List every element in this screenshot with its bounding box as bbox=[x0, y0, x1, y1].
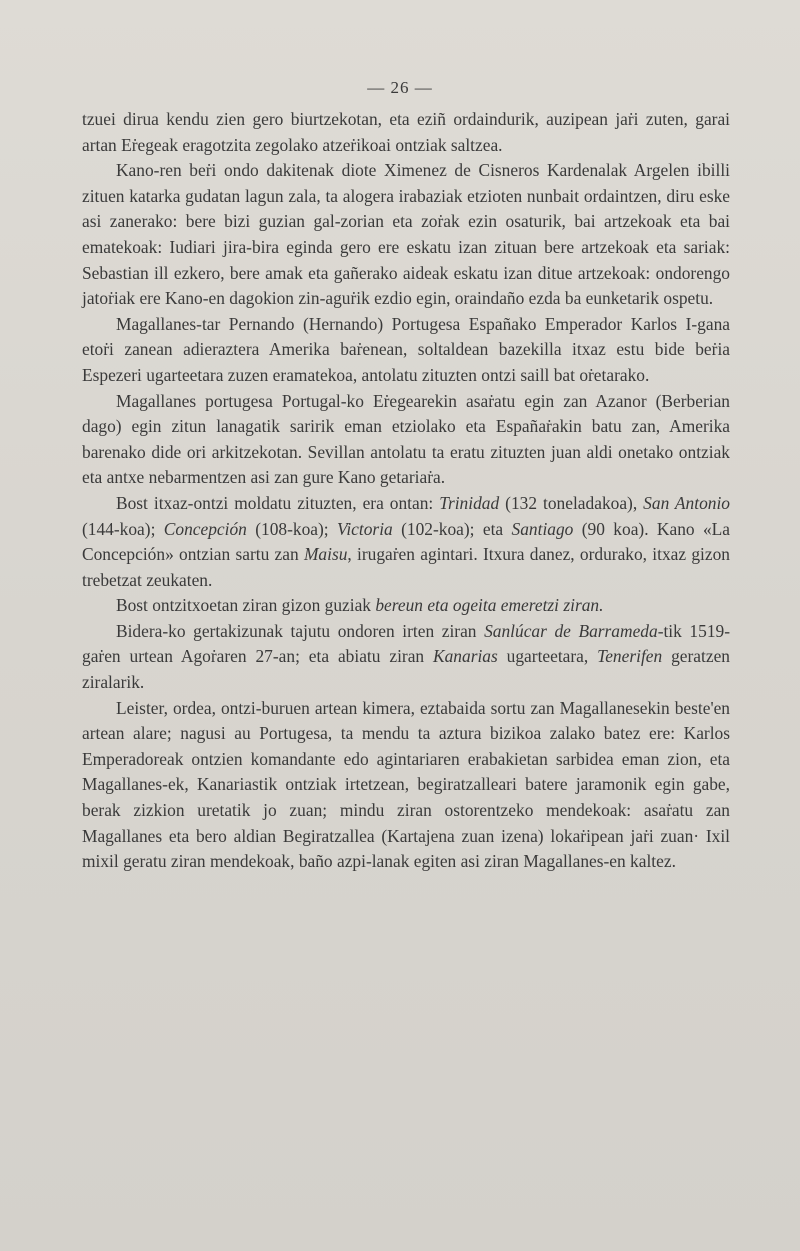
text-run: Bost ontzitxoetan ziran gizon guziak bbox=[116, 595, 376, 616]
text-run: (132 toneladakoa), bbox=[499, 492, 644, 513]
text-run: Bost itxaz-ontzi moldatu zituzten, era ontan: bbox=[116, 492, 440, 513]
paragraph bbox=[82, 312, 730, 389]
text-run: (90 koa). Kano «La Concepción» ontzian sartu zan bbox=[82, 518, 731, 565]
text-run: tzuei dirua kendu zien gero biurtzekotan, eta eziñ ordaindurik, auzipean jaṙi zuten, garai artan Eṙegeak eragotzita zegolako atzeṙikoai ontziak saltzea. bbox=[82, 109, 730, 155]
text-run: Kano-ren beṙi ondo dakitenak diote Ximenez de Cisneros Kardenalak Argelen ibilli zituen katarka gudatan lagun zala, ta alogera irabaziak etzioten nunbait ordaintzen, diru eske asi zanerako: bere bizi guzian gal-zorian eta zoṙak ezin osaturik, bai artzekoak eta bai ematekoak: Iudiari jira-bira eginda gero ere eskatu izan zituan bere artzekoak eta sariak: Sebastian ill ezkero, bere amak eta gañerako aideak eskatu izan ditue artzekoak: ondorengo jatoṙiak ere Kano-en dagokion zin-aguṙik ezdio egin, oraindaño ezda ba eunketarik ospetu. bbox=[82, 160, 730, 309]
text-run: (144-koa); bbox=[82, 518, 164, 539]
paragraph bbox=[82, 389, 730, 491]
paragraph bbox=[82, 107, 730, 158]
text-run: geratzen ziralarik. bbox=[82, 646, 730, 693]
italic-text: Tenerifen bbox=[597, 646, 663, 667]
italic-text: Victoria bbox=[337, 518, 393, 539]
text-run: Magallanes-tar Pernando (Hernando) Portugesa Españako Emperador Karlos I-gana etoṙi zanean adieraztera Amerika baṙenean, soltaldean bazekilla itxaz estu bide beṙia Espezeri ugarteetara zuzen eramatekoa, antolatu zituzten ontzi saill bat oṙetarako. bbox=[82, 313, 730, 385]
paragraph bbox=[82, 619, 730, 696]
text-run: (108-koa); bbox=[246, 518, 338, 539]
paragraph bbox=[82, 696, 730, 875]
text-run: -tik 1519-gaṙen urtean Agoṙaren 27-an; eta abiatu ziran bbox=[82, 620, 730, 667]
text-run: Bidera-ko gertakizunak tajutu ondoren irten ziran bbox=[116, 620, 485, 641]
italic-text: San Antonio bbox=[643, 492, 730, 513]
text-run: , irugaṙen agintari. Itxura danez, ordurako, itxaz gizon trebetzat zeukaten. bbox=[82, 544, 730, 590]
italic-text: Kanarias bbox=[433, 646, 498, 667]
paragraph bbox=[82, 491, 730, 593]
text-run: ugarteetara, bbox=[497, 646, 598, 667]
italic-text: Santiago bbox=[511, 518, 574, 539]
italic-text: Trinidad bbox=[439, 492, 500, 513]
text-run: Leister, ordea, ontzi-buruen artean kimera, eztabaida sortu zan Magallanesekin beste'en artean alare; nagusi au Portugesa, ta mendu ta aztura bizikoa zalako batez ere: Karlos Emperadoreak ontzien komandante edo agintariaren erabakietan sarbidea eman zion, eta Magallanes-ek, Kanariastik ontziak irtetzean, begiratzalleari batere jaramonik egin gabe, berak zizkion uretatik jo zuan; mindu ziran ostorentzeko mendekoak: asaṙatu zan Magallanes eta bero aldian Begiratzallea (Kartajena zuan izena) lokaṙipean jaṙi zuan· Ixil mixil geratu ziran mendekoak, baño azpi-lanak egiten asi ziran Magallanes-en kaltez. bbox=[82, 697, 730, 872]
paragraph bbox=[82, 158, 730, 312]
italic-text: Concepción bbox=[163, 518, 247, 539]
italic-text: Sanlúcar de Barrameda bbox=[484, 620, 658, 641]
body-text bbox=[82, 107, 730, 875]
text-run: Magallanes portugesa Portugal-ko Eṙegearekin asaṙatu egin zan Azanor (Berberian dago) egin zitun lanagatik saririk eman etziolako eta Españaṙakin batu zan, Amerika barenako dide ori arkitzekotan. Sevillan antolatu ta eratu zituzten juan aldi onetako ontziak eta antxe nebarmentzen asi zan gure Kano getariaṙa. bbox=[82, 390, 730, 488]
paragraph bbox=[82, 593, 730, 619]
italic-text: bereun eta ogeita emeretzi ziran. bbox=[375, 595, 604, 616]
text-run: (102-koa); eta bbox=[392, 518, 512, 539]
page-number: — 26 — bbox=[367, 78, 433, 97]
italic-text: Maisu bbox=[303, 544, 348, 565]
